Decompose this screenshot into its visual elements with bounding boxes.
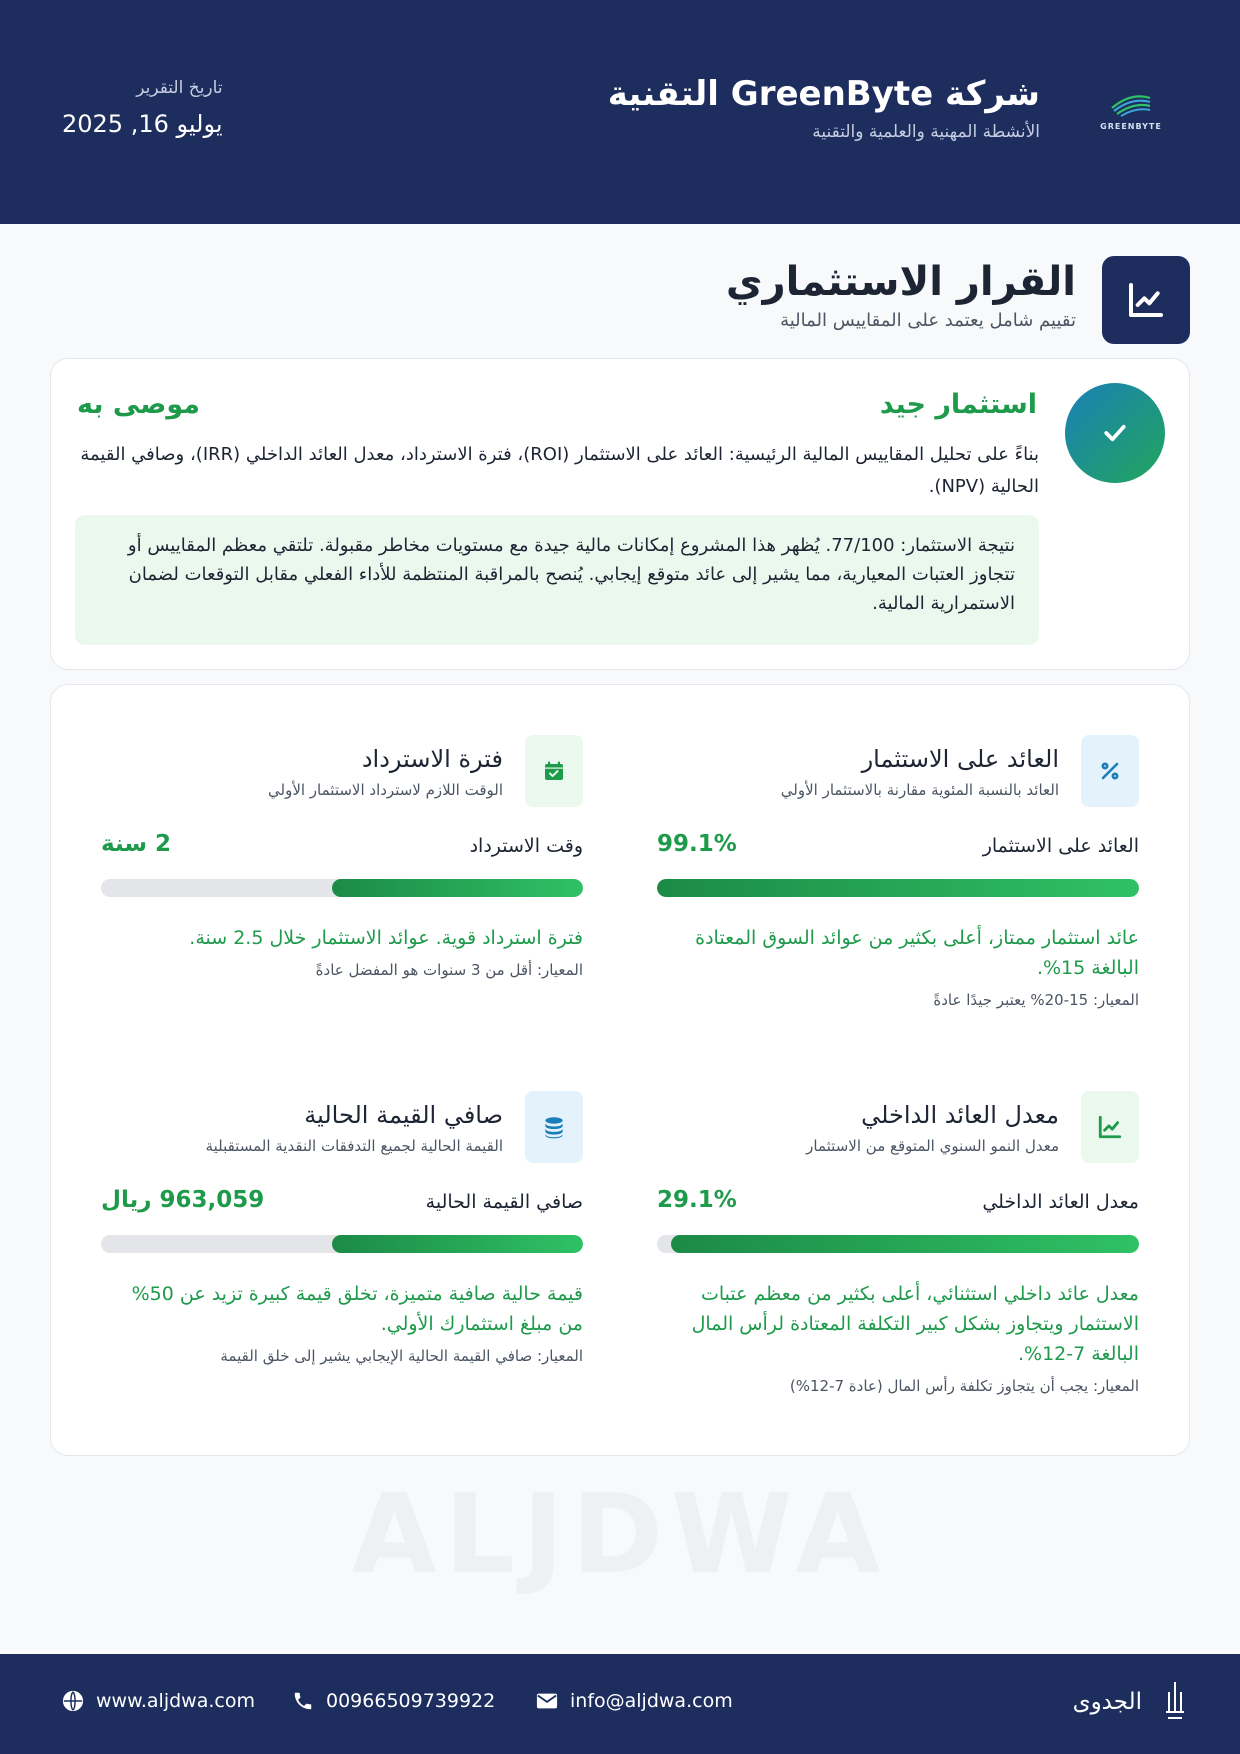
metric-subtitle: الوقت اللازم لاسترداد الاستثمار الأولي	[268, 781, 503, 799]
metric-standard: المعيار: صافي القيمة الحالية الإيجابي يشير إلى خلق القيمة	[220, 1347, 583, 1365]
metric-roi	[657, 685, 1139, 1009]
decision-description: بناءً على تحليل المقاييس المالية الرئيسية: العائد على الاستثمار (ROI)، فترة الاسترداد، معدل العائد الداخلي (IRR)، وصافي القيمة الحالية (NPV).	[80, 444, 1039, 497]
footer-phone[interactable]	[292, 1690, 495, 1712]
metric-npv	[101, 1041, 583, 1365]
metric-value: 99.1%	[657, 831, 737, 857]
check-circle-icon	[1065, 383, 1165, 483]
footer-website[interactable]	[62, 1690, 255, 1712]
globe-icon	[62, 1690, 84, 1712]
decision-card	[50, 358, 1190, 670]
footer-brand	[1073, 1678, 1190, 1726]
metric-subtitle: القيمة الحالية لجميع التدفقات النقدية المستقبلية	[205, 1137, 503, 1155]
metric-label: معدل العائد الداخلي	[982, 1191, 1139, 1213]
date-label: تاريخ التقرير	[136, 78, 223, 98]
percent-icon	[1081, 735, 1139, 807]
progress-track	[657, 879, 1139, 897]
section-title	[390, 256, 1190, 344]
title-text	[726, 256, 1076, 331]
metric-description: قيمة حالية صافية متميزة، تخلق قيمة كبيرة تزيد عن 50% من مبلغ استثمارك الأولي.	[131, 1283, 583, 1335]
coins-icon	[525, 1091, 583, 1163]
metric-title: العائد على الاستثمار	[861, 745, 1059, 773]
chart-line-icon	[1102, 256, 1190, 344]
footer-email[interactable]	[536, 1690, 733, 1712]
metric-description: معدل عائد داخلي استثنائي، أعلى بكثير من معظم عتبات الاستثمار ويتجاوز بشكل كبير التكلفة المعتادة لرأس المال البالغة 7-12%.	[691, 1283, 1139, 1365]
metric-title: معدل العائد الداخلي	[861, 1101, 1059, 1129]
chart-line-icon	[1081, 1091, 1139, 1163]
report-header	[0, 0, 1240, 224]
progress-track	[657, 1235, 1139, 1253]
report-footer	[0, 1654, 1240, 1754]
recommendation-badge: موصى به	[77, 389, 200, 420]
metric-value: 963,059 ريال	[101, 1187, 265, 1213]
date-value: يوليو 16, 2025	[62, 110, 223, 138]
logo-text: GREENBYTE	[1100, 122, 1162, 131]
metric-standard: المعيار: يجب أن يتجاوز تكلفة رأس المال (عادة 7-12%)	[789, 1377, 1139, 1395]
metric-title: فترة الاسترداد	[361, 745, 503, 773]
page-title: القرار الاستثماري	[725, 259, 1076, 305]
metric-subtitle: العائد بالنسبة المئوية مقارنة بالاستثمار الأولي	[780, 781, 1059, 799]
page-subtitle: تقييم شامل يعتمد على المقاييس المالية	[780, 310, 1076, 331]
mail-icon	[536, 1692, 558, 1710]
metric-description: عائد استثمار ممتاز، أعلى بكثير من عوائد السوق المعتادة البالغة 15%.	[695, 927, 1139, 979]
metric-value: 2 سنة	[101, 831, 171, 857]
decision-title: استثمار جيد	[879, 389, 1037, 420]
report-date	[62, 78, 223, 138]
company-activity: الأنشطة المهنية والعلمية والتقنية	[812, 122, 1040, 142]
metric-payback	[101, 685, 583, 1005]
phone-text[interactable]: 00966509739922	[326, 1690, 496, 1712]
company-info	[608, 72, 1040, 142]
metric-title: صافي القيمة الحالية	[304, 1101, 503, 1129]
progress-track	[101, 1235, 583, 1253]
greenbyte-logo-icon	[1108, 88, 1154, 118]
metric-standard: المعيار: 15-20% يعتبر جيدًا عادةً	[933, 991, 1139, 1009]
email-text[interactable]: info@aljdwa.com	[570, 1690, 733, 1712]
metric-label: العائد على الاستثمار	[982, 835, 1139, 857]
progress-fill	[332, 1235, 583, 1253]
metric-description: فترة استرداد قوية. عوائد الاستثمار خلال 2.5 سنة.	[189, 927, 583, 949]
calendar-check-icon	[525, 735, 583, 807]
metric-standard: المعيار: أقل من 3 سنوات هو المفضل عادةً	[315, 961, 583, 979]
company-name: شركة GreenByte التقنية	[607, 74, 1040, 114]
metric-irr	[657, 1041, 1139, 1395]
progress-fill	[657, 879, 1139, 897]
decision-note: نتيجة الاستثمار: 77/100. يُظهر هذا المشروع إمكانات مالية جيدة مع مستويات مخاطر مقبولة. تلتقي معظم المقاييس أو تتجاوز العتبات المعيارية، مما يشير إلى عائد متوقع إيجابي. يُنصح بالمراقبة المنتظمة للأداء الفعلي مقابل التوقعات لضمان الاستمرارية المالية.	[75, 515, 1039, 645]
website-text[interactable]: www.aljdwa.com	[96, 1690, 255, 1712]
progress-fill	[332, 879, 583, 897]
progress-track	[101, 879, 583, 897]
phone-icon	[292, 1690, 314, 1712]
progress-fill	[671, 1235, 1139, 1253]
aljdwa-logo-icon	[1160, 1678, 1190, 1726]
metric-value: 29.1%	[657, 1187, 737, 1213]
watermark: ALJDWA	[351, 1470, 889, 1598]
footer-brand-name: الجدوى	[1072, 1689, 1142, 1715]
metrics-card	[50, 684, 1190, 1456]
metric-label: وقت الاسترداد	[469, 835, 583, 857]
company-logo	[1086, 88, 1176, 136]
metric-subtitle: معدل النمو السنوي المتوقع من الاستثمار	[806, 1137, 1059, 1155]
metric-label: صافي القيمة الحالية	[425, 1191, 583, 1213]
